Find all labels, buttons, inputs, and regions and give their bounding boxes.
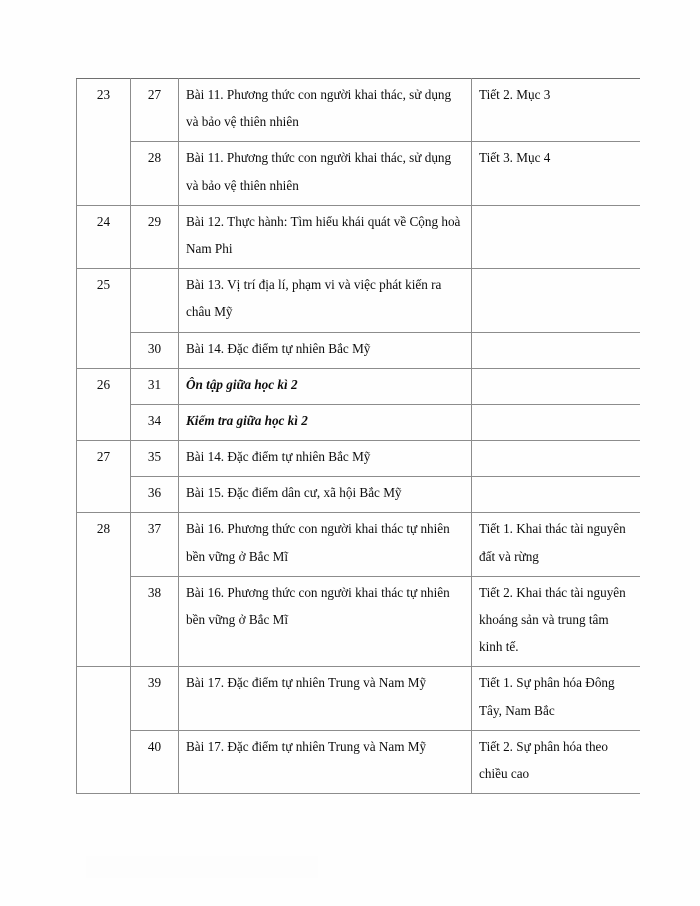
table-row	[77, 477, 641, 513]
lesson-title-cell: Bài 15. Đặc điểm dân cư, xã hội Bắc Mỹ	[179, 477, 472, 513]
table-row	[77, 730, 641, 793]
lesson-note-cell: Tiết 2. Khai thác tài nguyên khoáng sản và trung tâm kinh tế.	[472, 576, 641, 667]
week-cell: 24	[77, 205, 131, 268]
table-row	[77, 269, 641, 332]
schedule-table-viewport	[76, 78, 640, 822]
lesson-number-cell: 40	[131, 730, 179, 793]
lesson-note-cell	[472, 269, 641, 332]
lesson-note-cell	[472, 441, 641, 477]
lesson-title-cell: Bài 16. Phương thức con người khai thác tự nhiên bền vững ở Bắc Mĩ	[179, 513, 472, 576]
lesson-number-cell: 28	[131, 142, 179, 205]
lesson-number-cell: 31	[131, 368, 179, 404]
lesson-note-cell: Tiết 1. Sự phân hóa Đông Tây, Nam Bắc	[472, 667, 641, 730]
scan-artifact	[86, 856, 318, 878]
table-row	[77, 368, 641, 404]
week-cell: 27	[77, 441, 131, 513]
lesson-note-cell	[472, 205, 641, 268]
lesson-title-cell: Bài 17. Đặc điểm tự nhiên Trung và Nam Mỹ	[179, 667, 472, 730]
week-cell: 26	[77, 368, 131, 440]
schedule-table-body	[77, 79, 641, 794]
lesson-note-cell: Tiết 3. Mục 4	[472, 142, 641, 205]
lesson-title-cell: Bài 13. Vị trí địa lí, phạm vi và việc phát kiến ra châu Mỹ	[179, 269, 472, 332]
lesson-number-cell: 29	[131, 205, 179, 268]
lesson-title-cell: Bài 11. Phương thức con người khai thác, sử dụng và bảo vệ thiên nhiên	[179, 142, 472, 205]
table-row	[77, 667, 641, 730]
week-cell	[77, 667, 131, 794]
table-row	[77, 142, 641, 205]
lesson-number-cell: 35	[131, 441, 179, 477]
lesson-title-cell: Bài 16. Phương thức con người khai thác tự nhiên bền vững ở Bắc Mĩ	[179, 576, 472, 667]
lesson-number-cell: 30	[131, 332, 179, 368]
lesson-number-cell: 34	[131, 404, 179, 440]
week-cell: 23	[77, 79, 131, 206]
lesson-note-cell: Tiết 2. Mục 3	[472, 79, 641, 142]
week-cell: 28	[77, 513, 131, 667]
lesson-number-cell: 36	[131, 477, 179, 513]
lesson-number-cell	[131, 269, 179, 332]
table-row	[77, 441, 641, 477]
table-row	[77, 404, 641, 440]
lesson-title-cell: Bài 11. Phương thức con người khai thác, sử dụng và bảo vệ thiên nhiên	[179, 79, 472, 142]
lesson-number-cell: 37	[131, 513, 179, 576]
lesson-title-cell: Ôn tập giữa học kì 2	[179, 368, 472, 404]
table-row	[77, 513, 641, 576]
table-row	[77, 79, 641, 142]
lesson-number-cell: 38	[131, 576, 179, 667]
week-cell: 25	[77, 269, 131, 369]
lesson-title-cell: Bài 14. Đặc điểm tự nhiên Bắc Mỹ	[179, 332, 472, 368]
table-row	[77, 576, 641, 667]
lesson-note-cell	[472, 332, 641, 368]
lesson-note-cell: Tiết 1. Khai thác tài nguyên đất và rừng	[472, 513, 641, 576]
lesson-note-cell: Tiết 2. Sự phân hóa theo chiều cao	[472, 730, 641, 793]
lesson-note-cell	[472, 368, 641, 404]
table-row	[77, 205, 641, 268]
lesson-note-cell	[472, 404, 641, 440]
lesson-note-cell	[472, 477, 641, 513]
lesson-number-cell: 27	[131, 79, 179, 142]
table-row	[77, 332, 641, 368]
schedule-table	[76, 78, 640, 794]
lesson-title-cell: Bài 17. Đặc điểm tự nhiên Trung và Nam Mỹ	[179, 730, 472, 793]
lesson-title-cell: Kiểm tra giữa học kì 2	[179, 404, 472, 440]
lesson-title-cell: Bài 14. Đặc điểm tự nhiên Bắc Mỹ	[179, 441, 472, 477]
lesson-number-cell: 39	[131, 667, 179, 730]
lesson-title-cell: Bài 12. Thực hành: Tìm hiểu khái quát về Cộng hoà Nam Phi	[179, 205, 472, 268]
